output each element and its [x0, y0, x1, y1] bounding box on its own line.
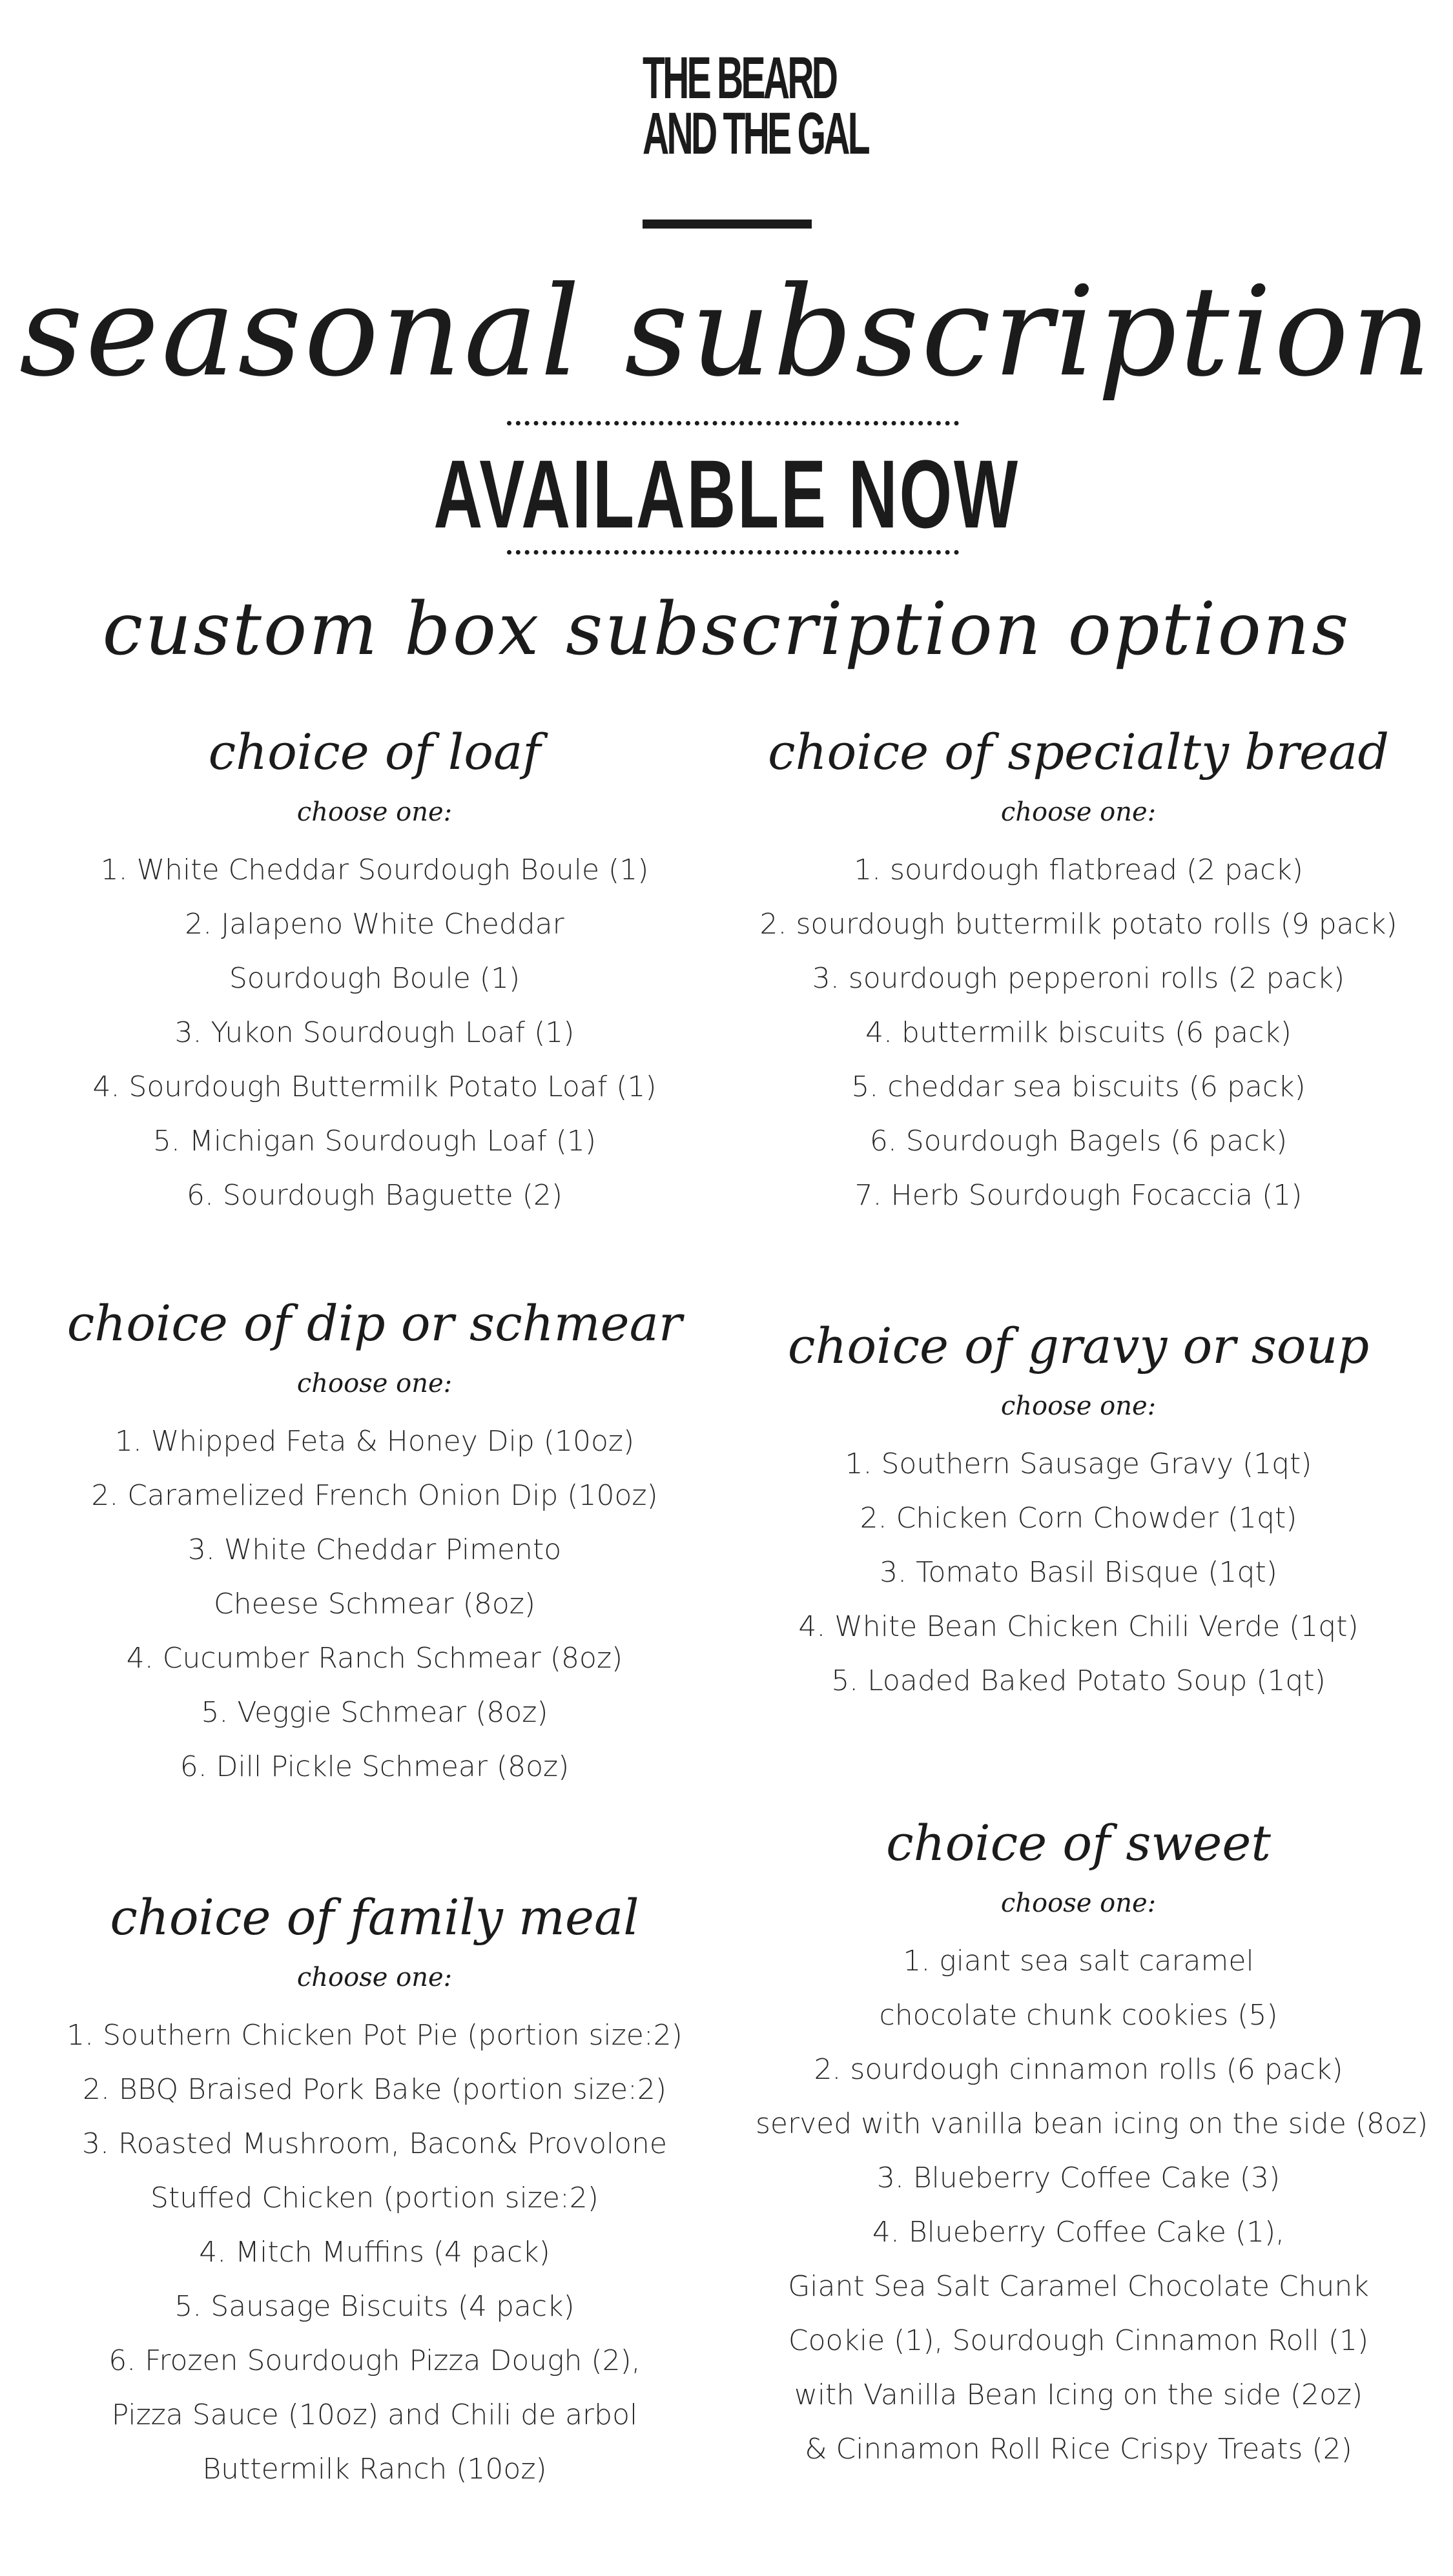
dotted-divider-top	[507, 421, 959, 425]
section-item-list	[756, 1437, 1401, 1708]
section-heading: choice of family meal	[110, 1888, 639, 1946]
list-item: 1. Whipped Feta & Honey Dip (10oz)	[114, 1425, 635, 1458]
list-item: 4. Cucumber Ranch Schmear (8oz)	[126, 1642, 623, 1675]
list-item: 5. Michigan Sourdough Loaf (1)	[152, 1125, 597, 1158]
list-item: 2. Caramelized French Onion Dip (10oz)	[91, 1479, 658, 1512]
list-item: 6. Dill Pickle Schmear (8oz)	[180, 1750, 570, 1783]
list-item: Buttermilk Ranch (10oz)	[202, 2453, 547, 2486]
list-item: 1. Southern Sausage Gravy (1qt)	[845, 1447, 1312, 1480]
brand-logo-line-1: THE BEARD	[643, 45, 836, 111]
section-item-list	[52, 843, 697, 1223]
section-item-list	[52, 1415, 697, 1794]
section-loaf	[52, 717, 697, 1223]
section-sweet	[756, 1808, 1428, 2477]
list-item: Sourdough Boule (1)	[229, 962, 520, 995]
list-item: chocolate chunk cookies (5)	[879, 1999, 1278, 2032]
list-item: served with vanilla bean icing on the side (8oz)	[756, 2107, 1428, 2140]
section-gravy-or-soup	[756, 1311, 1401, 1708]
list-item: 3. Roasted Mushroom, Bacon& Provolone	[82, 2127, 667, 2160]
section-heading: choice of sweet	[886, 1814, 1271, 1872]
section-dip-or-schmear	[52, 1288, 697, 1794]
list-item: 6. Sourdough Baguette (2)	[186, 1179, 563, 1212]
logo-underline-bar	[643, 220, 812, 229]
section-heading: choice of gravy or soup	[787, 1317, 1370, 1375]
list-item: 4. buttermilk biscuits (6 pack)	[865, 1016, 1292, 1049]
list-item: 5. cheddar sea biscuits (6 pack)	[851, 1070, 1306, 1103]
section-heading: choice of specialty bread	[768, 723, 1389, 781]
section-item-list	[756, 843, 1401, 1223]
section-choose-label: choose one:	[296, 797, 453, 827]
list-item: 3. Yukon Sourdough Loaf (1)	[174, 1016, 575, 1049]
list-item: 1. White Cheddar Sourdough Boule (1)	[100, 854, 649, 886]
list-item: 2. BBQ Braised Pork Bake (portion size:2)	[82, 2073, 667, 2106]
list-item: Stuffed Chicken (portion size:2)	[150, 2182, 599, 2214]
list-item: 6. Frozen Sourdough Pizza Dough (2),	[108, 2344, 641, 2377]
list-item: 5. Veggie Schmear (8oz)	[201, 1696, 548, 1729]
brand-logo-line-2: AND THE GAL	[643, 101, 868, 167]
list-item: 4. Mitch Muffins (4 pack)	[199, 2236, 550, 2269]
dotted-divider-bottom	[507, 550, 959, 555]
list-item: 3. Tomato Basil Bisque (1qt)	[880, 1556, 1277, 1589]
brand-logo	[643, 45, 868, 167]
list-item: 3. White Cheddar Pimento	[187, 1533, 562, 1566]
list-item: Cookie (1), Sourdough Cinnamon Roll (1)	[788, 2324, 1369, 2357]
section-choose-label: choose one:	[296, 1369, 453, 1398]
subscription-options-subtitle: custom box subscription options	[102, 588, 1351, 671]
list-item: & Cinnamon Roll Rice Crispy Treats (2)	[805, 2433, 1352, 2466]
section-choose-label: choose one:	[1000, 1391, 1157, 1421]
list-item: 5. Sausage Biscuits (4 pack)	[174, 2290, 575, 2323]
list-item: with Vanilla Bean Icing on the side (2oz)	[794, 2378, 1363, 2411]
section-choose-label: choose one:	[1000, 797, 1157, 827]
section-heading: choice of loaf	[208, 723, 541, 781]
list-item: 4. White Bean Chicken Chili Verde (1qt)	[798, 1610, 1359, 1643]
list-item: 1. Southern Chicken Pot Pie (portion size:2)	[67, 2019, 683, 2052]
page-title: seasonal subscription	[19, 260, 1434, 404]
list-item: Giant Sea Salt Caramel Chocolate Chunk	[788, 2270, 1369, 2303]
list-item: 1. sourdough flatbread (2 pack)	[854, 854, 1303, 886]
section-heading: choice of dip or schmear	[67, 1294, 683, 1352]
list-item: 3. Blueberry Coffee Cake (3)	[876, 2162, 1281, 2194]
list-item: Pizza Sauce (10oz) and Chili de arbol	[111, 2398, 638, 2431]
list-item: 4. Sourdough Buttermilk Potato Loaf (1)	[92, 1070, 657, 1103]
list-item: 3. sourdough pepperoni rolls (2 pack)	[812, 962, 1345, 995]
section-item-list	[52, 2009, 697, 2497]
section-family-meal	[52, 1882, 697, 2497]
section-specialty-bread	[756, 717, 1401, 1223]
section-choose-label: choose one:	[1000, 1888, 1157, 1918]
list-item: 6. Sourdough Bagels (6 pack)	[869, 1125, 1288, 1158]
section-item-list	[756, 1934, 1428, 2477]
available-now-text: AVAILABLE NOW	[433, 440, 1020, 548]
available-now-banner	[0, 440, 1453, 548]
list-item: 4. Blueberry Coffee Cake (1),	[872, 2216, 1285, 2249]
list-item: 2. sourdough buttermilk potato rolls (9 pack)	[759, 908, 1397, 941]
list-item: 2. Chicken Corn Chowder (1qt)	[860, 1502, 1297, 1535]
list-item: 5. Loaded Baked Potato Soup (1qt)	[831, 1664, 1326, 1697]
list-item: 1. giant sea salt caramel	[903, 1945, 1254, 1978]
list-item: 2. sourdough cinnamon rolls (6 pack)	[814, 2053, 1343, 2086]
list-item: 2. Jalapeno White Cheddar	[185, 908, 564, 941]
list-item: Cheese Schmear (8oz)	[213, 1588, 536, 1620]
list-item: 7. Herb Sourdough Focaccia (1)	[854, 1179, 1303, 1212]
section-choose-label: choose one:	[296, 1963, 453, 1992]
